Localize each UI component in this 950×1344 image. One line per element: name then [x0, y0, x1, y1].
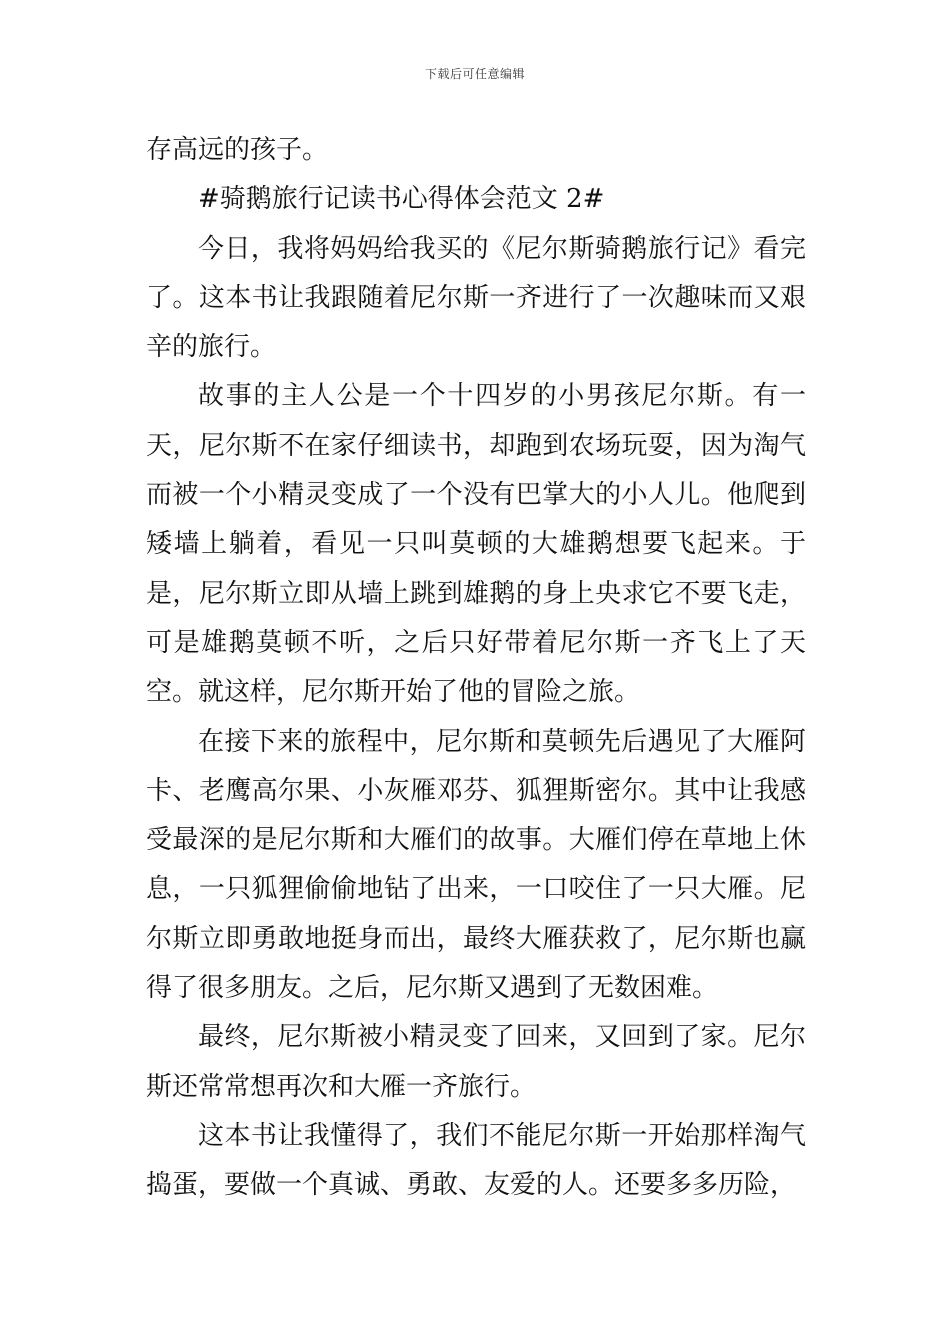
- paragraph: 这本书让我懂得了，我们不能尼尔斯一开始那样淘气捣蛋，要做一个真诚、勇敢、友爱的人。还要多多历险，: [146, 1120, 806, 1201]
- paragraph: 在接下来的旅程中，尼尔斯和莫顿先后遇见了大雁阿卡、老鹰高尔果、小灰雁邓芬、狐狸斯密尔。其中让我感受最深的是尼尔斯和大雁们的故事。大雁们停在草地上休息，一只狐狸偷偷地钻了出来，一口咬住了一只大雁。尼尔斯立即勇敢地挺身而出，最终大雁获救了，尼尔斯也赢得了很多朋友。之后，尼尔斯又遇到了无数困难。: [146, 726, 806, 1004]
- paragraph: 最终，尼尔斯被小精灵变了回来，又回到了家。尼尔斯还常常想再次和大雁一齐旅行。: [146, 1022, 806, 1102]
- page-header-note: 下载后可任意编辑: [424, 67, 525, 81]
- document-body: [146, 126, 806, 1211]
- paragraph: 存高远的孩子。: [146, 135, 329, 165]
- paragraph: 故事的主人公是一个十四岁的小男孩尼尔斯。有一天，尼尔斯不在家仔细读书，却跑到农场玩耍，因为淘气而被一个小精灵变成了一个没有巴掌大的小人儿。他爬到矮墙上躺着，看见一只叫莫顿的大雄鹅想要飞起来。于是，尼尔斯立即从墙上跳到雄鹅的身上央求它不要飞走，可是雄鹅莫顿不听，之后只好带着尼尔斯一齐飞上了天空。就这样，尼尔斯开始了他的冒险之旅。: [146, 381, 806, 708]
- paragraph: 今日，我将妈妈给我买的《尼尔斯骑鹅旅行记》看完了。这本书让我跟随着尼尔斯一齐进行了一次趣味而又艰辛的旅行。: [146, 233, 806, 363]
- section-heading: #骑鹅旅行记读书心得体会范文 2#: [198, 184, 605, 215]
